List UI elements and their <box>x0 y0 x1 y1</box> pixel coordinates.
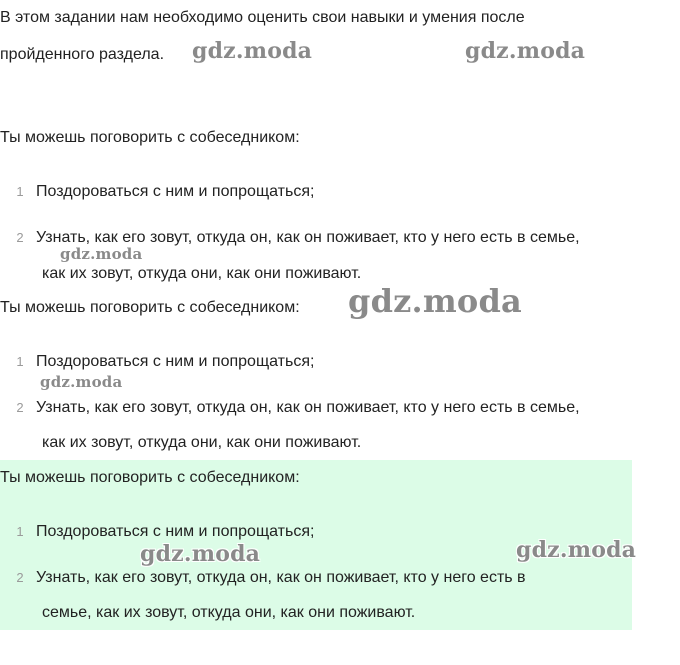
watermark-logo: gdz.moda <box>40 373 123 391</box>
block-1-item-2-number: 2 <box>16 230 24 245</box>
watermark-logo: gdz.moda <box>516 537 637 563</box>
block-2-item-1-text: Поздороваться с ним и попрощаться; <box>36 353 315 370</box>
block-3-item-1-text: Поздороваться с ним и попрощаться; <box>36 523 315 540</box>
block-1-item-2-text: Узнать, как его зовут, откуда он, как он поживает, кто у него есть в семье, <box>36 229 580 246</box>
block-1-item-1-text: Поздороваться с ним и попрощаться; <box>36 183 315 200</box>
intro-line-2: пройденного раздела. <box>0 46 165 63</box>
block-2-item-2-text: Узнать, как его зовут, откуда он, как он поживает, кто у него есть в семье, <box>36 399 580 416</box>
block-2-item-1-number: 1 <box>16 354 24 369</box>
block-2-item-2-continuation: как их зовут, откуда они, как они поживают. <box>42 434 362 451</box>
block-3-item-1-number: 1 <box>16 524 24 539</box>
block-3-item-2-number: 2 <box>16 570 24 585</box>
watermark-logo: gdz.moda <box>140 541 261 567</box>
block-3-heading: Ты можешь поговорить с собеседником: <box>0 469 300 486</box>
block-2-heading: Ты можешь поговорить с собеседником: <box>0 299 300 316</box>
watermark-logo: gdz.moda <box>348 282 522 320</box>
watermark-logo: gdz.moda <box>60 245 143 263</box>
intro-line-1: В этом задании нам необходимо оценить свои навыки и умения после <box>0 9 525 26</box>
block-1-item-2-continuation: как их зовут, откуда они, как они поживают. <box>42 265 362 282</box>
watermark-logo: gdz.moda <box>465 38 586 64</box>
block-3-item-2-continuation: семье, как их зовут, откуда они, как они поживают. <box>42 604 416 621</box>
watermark-logo: gdz.moda <box>192 38 313 64</box>
block-2-item-2-number: 2 <box>16 400 24 415</box>
block-1-heading: Ты можешь поговорить с собеседником: <box>0 129 300 146</box>
block-1-item-1-number: 1 <box>16 184 24 199</box>
block-3-item-2-text: Узнать, как его зовут, откуда он, как он поживает, кто у него есть в <box>36 569 526 586</box>
